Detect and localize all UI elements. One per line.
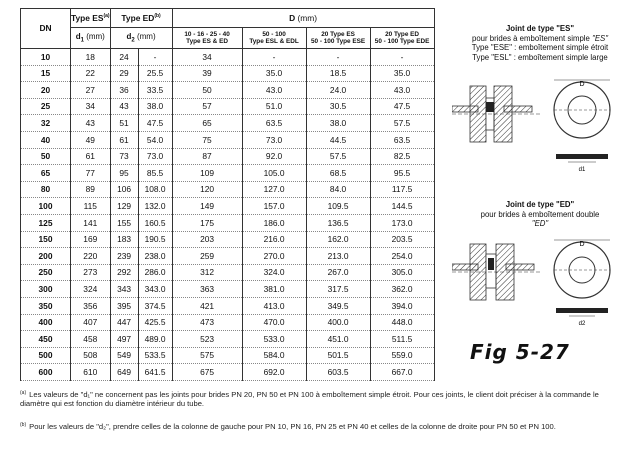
- table-cell: 270.0: [242, 248, 306, 265]
- table-cell: 43: [71, 115, 111, 132]
- footnote-b: [20, 422, 620, 431]
- dim-d-label-ed: D: [579, 241, 585, 248]
- table-cell: 603.5: [306, 364, 370, 381]
- table-cell: 186.0: [242, 214, 306, 231]
- table-cell: 533.5: [138, 347, 172, 364]
- table-row: [21, 214, 435, 231]
- table-cell: -: [138, 49, 172, 66]
- table-cell: 51: [110, 115, 138, 132]
- table-cell: 381.0: [242, 281, 306, 298]
- header-type-es-label: Type ES: [71, 12, 104, 23]
- header-d-col-a: [172, 28, 242, 49]
- table-cell: 77: [71, 165, 111, 182]
- table-cell: 448.0: [370, 314, 434, 331]
- table-cell: 24: [110, 49, 138, 66]
- table-cell: 36: [110, 82, 138, 99]
- table-cell: 173.0: [370, 214, 434, 231]
- header-d-col-c: [306, 28, 370, 49]
- table-cell: 305.0: [370, 264, 434, 281]
- table-cell: 458: [71, 331, 111, 348]
- footnote-a-mark: (a): [20, 390, 27, 396]
- table-cell: 30.5: [306, 98, 370, 115]
- table-row: [21, 49, 435, 66]
- dimensions-table: [20, 8, 435, 381]
- table-cell: 157.0: [242, 198, 306, 215]
- table-cell: 473: [172, 314, 242, 331]
- table-cell: 267.0: [306, 264, 370, 281]
- caption-es-line2-tag: "ES": [592, 33, 608, 43]
- table-cell: 400: [21, 314, 71, 331]
- table-cell: 667.0: [370, 364, 434, 381]
- table-cell: 34: [172, 49, 242, 66]
- table-cell: 50: [21, 148, 71, 165]
- table-cell: 38.0: [138, 98, 172, 115]
- table-cell: 216.0: [242, 231, 306, 248]
- table-cell: 82.5: [370, 148, 434, 165]
- table-cell: 49: [71, 131, 111, 148]
- table-cell: 324.0: [242, 264, 306, 281]
- table-cell: 489.0: [138, 331, 172, 348]
- table-cell: 61: [110, 131, 138, 148]
- table-row: [21, 264, 435, 281]
- table-cell: 220: [71, 248, 111, 265]
- table-cell: 692.0: [242, 364, 306, 381]
- header-type-ed: [110, 9, 172, 28]
- dim-d-label-es: D: [579, 81, 585, 88]
- table-cell: 109.5: [306, 198, 370, 215]
- table-cell: 155: [110, 214, 138, 231]
- footnote-a-text: Les valeurs de "d₁" ne concernent pas les joints pour brides PN 20, PN 50 et PN 100 à emboîtement simple étroit. Pour ces joints, le client doit préciser à la commande le diamètre qui est fonction du diamètre intérieur du tube.: [20, 390, 599, 409]
- table-row: [21, 331, 435, 348]
- table-cell: 203.5: [370, 231, 434, 248]
- table-cell: 292: [110, 264, 138, 281]
- header-d2-unit: (mm): [136, 31, 156, 41]
- table-cell: 75: [172, 131, 242, 148]
- table-cell: 32: [21, 115, 71, 132]
- table-cell: 15: [21, 65, 71, 82]
- table-cell: 35.0: [370, 65, 434, 82]
- table-cell: 44.5: [306, 131, 370, 148]
- table-cell: 213.0: [306, 248, 370, 265]
- joint-ed-drawing: [452, 238, 637, 338]
- table-cell: 85.5: [138, 165, 172, 182]
- gasket-ring-ed: [554, 240, 610, 327]
- header-d-col-d-line1: 20 Type ED: [385, 30, 420, 38]
- header-d-col-c-line1: 20 Type ES: [321, 30, 355, 38]
- table-cell: 317.5: [306, 281, 370, 298]
- table-row: [21, 198, 435, 215]
- header-type-ed-label: Type ED: [121, 12, 155, 23]
- table-cell: 80: [21, 181, 71, 198]
- table-cell: 400.0: [306, 314, 370, 331]
- table-cell: 425.5: [138, 314, 172, 331]
- table-cell: 533.0: [242, 331, 306, 348]
- table-cell: 273: [71, 264, 111, 281]
- table-cell: 100: [21, 198, 71, 215]
- figure-label: Fig 5-27: [470, 340, 570, 364]
- header-d1-sub: 1: [80, 37, 84, 44]
- header-d-unit: (mm): [297, 12, 318, 23]
- header-d1-unit: (mm): [86, 31, 105, 41]
- table-cell: 54.0: [138, 131, 172, 148]
- table-cell: 523: [172, 331, 242, 348]
- table-cell: 407: [71, 314, 111, 331]
- header-d-col-d-line2: 50 - 100 Type EDE: [374, 38, 430, 45]
- table-cell: 500: [21, 347, 71, 364]
- table-cell: 286.0: [138, 264, 172, 281]
- table-cell: 18.5: [306, 65, 370, 82]
- table-cell: 125: [21, 214, 71, 231]
- table-cell: 27: [71, 82, 111, 99]
- table-cell: 239: [110, 248, 138, 265]
- table-row: [21, 165, 435, 182]
- table-cell: 108.0: [138, 181, 172, 198]
- table-cell: 575: [172, 347, 242, 364]
- table-cell: 497: [110, 331, 138, 348]
- flange-section-ed: [452, 244, 542, 300]
- table-cell: 24.0: [306, 82, 370, 99]
- table-cell: 374.5: [138, 297, 172, 314]
- footnote-b-text: Pour les valeurs de "d₂", prendre celles de la colonne de gauche pour PN 10, PN 16, PN 25 et PN 40 et celles de la colonne de droite pour PN 50 et PN 100.: [29, 422, 556, 431]
- table-cell: 363: [172, 281, 242, 298]
- table-cell: -: [242, 49, 306, 66]
- table-cell: 127.0: [242, 181, 306, 198]
- table-cell: 61: [71, 148, 111, 165]
- table-cell: 117.5: [370, 181, 434, 198]
- table-cell: 343: [110, 281, 138, 298]
- table-cell: 349.5: [306, 297, 370, 314]
- table-row: [21, 82, 435, 99]
- table-cell: 169: [71, 231, 111, 248]
- table-cell: 190.5: [138, 231, 172, 248]
- table-cell: 25.5: [138, 65, 172, 82]
- table-cell: -: [370, 49, 434, 66]
- table-cell: 162.0: [306, 231, 370, 248]
- header-d-col-b-line2: Type ESL & EDL: [249, 38, 299, 45]
- header-d2: [110, 28, 172, 49]
- table-cell: 57.5: [370, 115, 434, 132]
- table-cell: 43: [110, 98, 138, 115]
- table-cell: 20: [21, 82, 71, 99]
- table-cell: 511.5: [370, 331, 434, 348]
- table-cell: 362.0: [370, 281, 434, 298]
- table-cell: 65: [21, 165, 71, 182]
- table-row: [21, 181, 435, 198]
- header-type-es: [71, 9, 111, 28]
- table-cell: 10: [21, 49, 71, 66]
- table-cell: 300: [21, 281, 71, 298]
- table-cell: 84.0: [306, 181, 370, 198]
- table-cell: 132.0: [138, 198, 172, 215]
- table-cell: 68.5: [306, 165, 370, 182]
- table-cell: 413.0: [242, 297, 306, 314]
- caption-es: [440, 24, 640, 63]
- joint-es-drawing: [452, 78, 637, 188]
- table-cell: 238.0: [138, 248, 172, 265]
- caption-es-line3: Type "ESE" : emboîtement simple étroit: [471, 43, 609, 53]
- table-cell: 65: [172, 115, 242, 132]
- table-cell: 395: [110, 297, 138, 314]
- header-d2-sub: 2: [131, 37, 135, 44]
- table-cell: 39: [172, 65, 242, 82]
- table-cell: 149: [172, 198, 242, 215]
- dim-d2-label-ed: d2: [578, 321, 586, 327]
- table-cell: 450: [21, 331, 71, 348]
- header-d-label: D: [289, 12, 296, 23]
- table-cell: 183: [110, 231, 138, 248]
- table-cell: 87: [172, 148, 242, 165]
- table-cell: 501.5: [306, 347, 370, 364]
- header-dn: DN: [21, 9, 71, 49]
- table-row: [21, 347, 435, 364]
- table-cell: 73.0: [138, 148, 172, 165]
- header-d1: [71, 28, 111, 49]
- table-cell: 34: [71, 98, 111, 115]
- table-cell: 129: [110, 198, 138, 215]
- table-cell: 50: [172, 82, 242, 99]
- flange-section-es: [452, 86, 542, 142]
- table-cell: 120: [172, 181, 242, 198]
- table-cell: 105.0: [242, 165, 306, 182]
- table-cell: 95.5: [370, 165, 434, 182]
- table-row: [21, 231, 435, 248]
- table-cell: 343.0: [138, 281, 172, 298]
- table-cell: 254.0: [370, 248, 434, 265]
- table-cell: 559.0: [370, 347, 434, 364]
- table-cell: 73: [110, 148, 138, 165]
- header-type-es-note: (a): [103, 13, 110, 19]
- table-cell: 470.0: [242, 314, 306, 331]
- table-cell: 18: [71, 49, 111, 66]
- header-d-col-b: [242, 28, 306, 49]
- caption-ed-line2: pour brides à emboîtement double: [480, 209, 600, 219]
- caption-es-line4: Type "ESL" : emboîtement simple large: [472, 53, 608, 63]
- header-d2-symbol: d: [126, 31, 132, 41]
- table-cell: 610: [71, 364, 111, 381]
- table-cell: 33.5: [138, 82, 172, 99]
- header-d-col-a-line1: 10 - 16 - 25 - 40: [184, 30, 230, 38]
- table-cell: 324: [71, 281, 111, 298]
- dim-d1-label-es: d1: [578, 167, 586, 173]
- table-cell: 649: [110, 364, 138, 381]
- header-d-col-c-line2: 50 - 100 Type ESE: [310, 38, 366, 45]
- table-cell: 675: [172, 364, 242, 381]
- table-cell: 89: [71, 181, 111, 198]
- table-cell: 141: [71, 214, 111, 231]
- table-cell: 51.0: [242, 98, 306, 115]
- table-cell: 73.0: [242, 131, 306, 148]
- table-row: [21, 248, 435, 265]
- table-row: [21, 148, 435, 165]
- table-cell: 35.0: [242, 65, 306, 82]
- table-row: [21, 297, 435, 314]
- caption-ed-line3: "ED": [531, 219, 549, 229]
- table-cell: 356: [71, 297, 111, 314]
- table-cell: 200: [21, 248, 71, 265]
- footnote-b-mark: (b): [20, 422, 27, 428]
- table-cell: 175: [172, 214, 242, 231]
- caption-es-title: Joint de type "ES": [505, 24, 575, 33]
- header-d1-symbol: d: [75, 31, 81, 41]
- table-cell: 549: [110, 347, 138, 364]
- table-cell: 95: [110, 165, 138, 182]
- table-cell: 136.5: [306, 214, 370, 231]
- table-cell: 394.0: [370, 297, 434, 314]
- table-cell: 144.5: [370, 198, 434, 215]
- table-body: [21, 49, 435, 381]
- gasket-ring-es: [554, 80, 610, 173]
- table-cell: 421: [172, 297, 242, 314]
- table-cell: 259: [172, 248, 242, 265]
- table-cell: -: [306, 49, 370, 66]
- table-cell: 109: [172, 165, 242, 182]
- table-row: [21, 115, 435, 132]
- table-cell: 25: [21, 98, 71, 115]
- table-row: [21, 314, 435, 331]
- caption-ed: [440, 200, 640, 229]
- header-type-ed-note: (b): [154, 13, 161, 19]
- table-cell: 57.5: [306, 148, 370, 165]
- header-d-col-a-line2: Type ES & ED: [186, 38, 228, 45]
- table-cell: 40: [21, 131, 71, 148]
- table-row: [21, 281, 435, 298]
- header-d: [172, 9, 434, 28]
- table-cell: 47.5: [138, 115, 172, 132]
- table-cell: 600: [21, 364, 71, 381]
- header-d-col-b-line1: 50 - 100: [262, 30, 286, 38]
- table-cell: 106: [110, 181, 138, 198]
- table-cell: 43.0: [370, 82, 434, 99]
- table-cell: 115: [71, 198, 111, 215]
- table-cell: 584.0: [242, 347, 306, 364]
- table-cell: 38.0: [306, 115, 370, 132]
- table-cell: 508: [71, 347, 111, 364]
- table-cell: 22: [71, 65, 111, 82]
- table-cell: 641.5: [138, 364, 172, 381]
- table-cell: 250: [21, 264, 71, 281]
- header-d-col-d: [370, 28, 434, 49]
- table-cell: 47.5: [370, 98, 434, 115]
- table-row: [21, 131, 435, 148]
- table-cell: 63.5: [370, 131, 434, 148]
- table-cell: 160.5: [138, 214, 172, 231]
- table-cell: 451.0: [306, 331, 370, 348]
- caption-es-line2: pour brides à emboîtement simple: [472, 33, 590, 43]
- caption-ed-title: Joint de type "ED": [505, 200, 575, 209]
- table-cell: 203: [172, 231, 242, 248]
- table-row: [21, 364, 435, 381]
- table-row: [21, 98, 435, 115]
- table-cell: 92.0: [242, 148, 306, 165]
- table-row: [21, 65, 435, 82]
- table-cell: 29: [110, 65, 138, 82]
- table-cell: 57: [172, 98, 242, 115]
- table-cell: 43.0: [242, 82, 306, 99]
- table-cell: 150: [21, 231, 71, 248]
- table-cell: 350: [21, 297, 71, 314]
- table-cell: 63.5: [242, 115, 306, 132]
- table-cell: 312: [172, 264, 242, 281]
- table-cell: 447: [110, 314, 138, 331]
- footnote-a: [20, 390, 620, 409]
